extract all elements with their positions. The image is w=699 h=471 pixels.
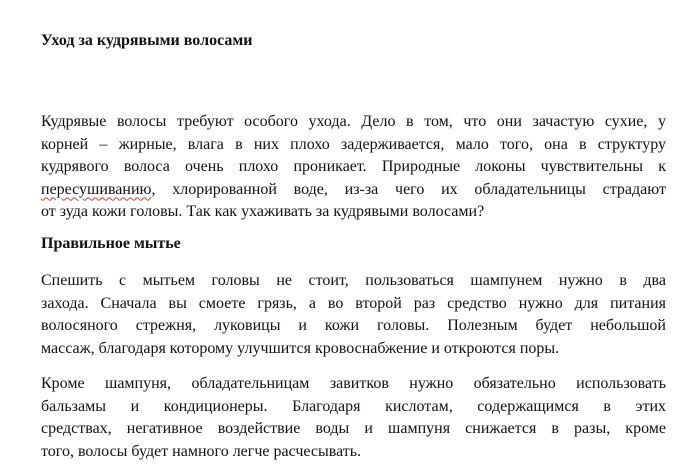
paragraph-line: средствах, негативное воздействие воды и шампуня снижается в разы, кроме <box>41 420 666 437</box>
paragraph-line: Спешить с мытьем головы не стоит, пользоваться шампунем нужно в два <box>41 272 666 289</box>
paragraph-line: волосяного стрежня, луковицы и кожи головы. Полезным будет небольшой <box>41 317 666 334</box>
paragraph-line: захода. Сначала вы смоете грязь, а во второй раз средство нужно для питания <box>41 294 666 312</box>
paragraph-line: Кроме шампуня, обладательницам завитков нужно обязательно использовать <box>41 375 666 392</box>
paragraph-line: кудрявого волоса очень плохо проникает. Природные локоны чувствительны к <box>41 158 666 175</box>
paragraph-line <box>41 179 666 202</box>
paragraph-line: бальзамы и кондиционеры. Благодаря кислотам, содержащимся в этих <box>41 397 666 415</box>
paragraph-line-text: , хлорированной воде, из-за чего их обладательницы страдают <box>151 180 666 198</box>
misspelled-word[interactable]: пересушиванию <box>41 180 152 198</box>
paragraph-washing <box>41 270 666 360</box>
paragraph-conditioners <box>41 373 666 463</box>
section-heading: Правильное мытье <box>41 235 181 252</box>
paragraph-line: корней – жирные, влага в них плохо задерживается, мало того, она в структуру <box>41 135 666 153</box>
paragraph-line: от зуда кожи головы. Так как ухаживать за кудрявыми волосами? <box>41 203 485 220</box>
document-title: Уход за кудрявыми волосами <box>41 32 253 49</box>
paragraph-intro <box>41 111 666 224</box>
paragraph-line: Кудрявые волосы требуют особого ухода. Дело в том, что они зачастую сухие, у <box>41 113 666 130</box>
paragraph-line: того, волосы будет намного легче расчесывать. <box>41 442 362 460</box>
paragraph-line: массаж, благодаря которому улучшится кровоснабжение и откроются поры. <box>41 339 560 357</box>
